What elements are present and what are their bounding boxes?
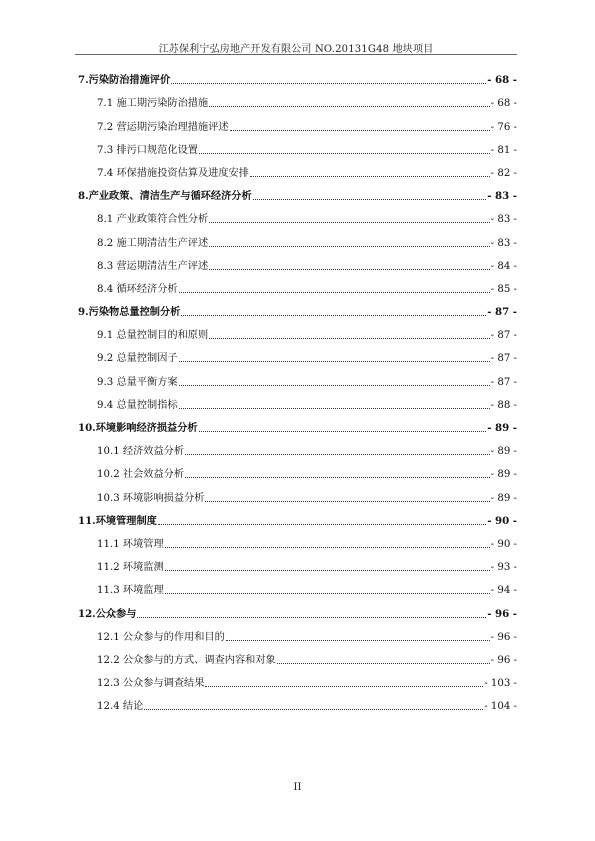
toc-section-entry[interactable] [78, 459, 517, 482]
toc-entry-title: 8.1 产业政策符合性分析 [97, 214, 209, 226]
toc-entry-title: 11.2 环境监测 [97, 562, 164, 574]
toc-entry-page: - 85 - [490, 283, 517, 295]
toc-dot-leader [181, 315, 486, 316]
toc-section-entry[interactable] [78, 88, 517, 111]
toc-entry-page: - 83 - [487, 190, 517, 203]
toc-entry-title: 9.1 总量控制目的和原则 [97, 330, 209, 342]
toc-section-entry[interactable] [78, 529, 517, 552]
toc-chapter-entry[interactable] [78, 297, 517, 320]
toc-entry-title: 10.3 环境影响损益分析 [97, 492, 205, 504]
toc-dot-leader [179, 408, 490, 409]
toc-entry-page: - 87 - [490, 376, 517, 388]
toc-section-entry[interactable] [78, 552, 517, 575]
toc-entry-title: 10.1 经济效益分析 [97, 446, 185, 458]
toc-entry-title: 10.环境影响经济损益分析 [78, 422, 198, 434]
toc-section-entry[interactable] [78, 343, 517, 366]
toc-entry-page: - 68 - [490, 98, 517, 110]
toc-section-entry[interactable] [78, 575, 517, 598]
toc-dot-leader [226, 640, 490, 641]
toc-chapter-entry[interactable] [78, 598, 517, 621]
toc-entry-title: 10.2 社会效益分析 [97, 469, 185, 481]
page-header: 江苏保利宁弘房地产开发有限公司 NO.20131G48 地块项目 [158, 44, 434, 55]
toc-entry-title: 12.3 公众参与调查结果 [97, 678, 205, 690]
toc-dot-leader [277, 663, 490, 664]
toc-dot-leader [250, 176, 490, 177]
toc-chapter-entry[interactable] [78, 181, 517, 204]
toc-entry-title: 12.公众参与 [78, 607, 137, 620]
toc-chapter-entry[interactable] [78, 506, 517, 529]
toc-entry-page: - 89 - [490, 446, 517, 458]
toc-dot-leader [199, 153, 490, 154]
toc-entry-title: 11.环境管理制度 [78, 514, 157, 527]
toc-section-entry[interactable] [78, 158, 517, 181]
header-rule [75, 54, 517, 55]
toc-entry-page: - 90 - [490, 538, 517, 550]
toc-entry-page: - 87 - [490, 353, 517, 365]
toc-entry-title: 9.2 总量控制因子 [97, 353, 178, 365]
toc-dot-leader [230, 130, 490, 131]
toc-section-entry[interactable] [78, 691, 517, 714]
toc-entry-title: 12.2 公众参与的方式、调查内容和对象 [97, 654, 276, 666]
toc-entry-title: 9.3 总量平衡方案 [97, 376, 178, 388]
toc-section-entry[interactable] [78, 622, 517, 645]
toc-entry-page: - 89 - [490, 492, 517, 504]
toc-dot-leader [144, 709, 483, 710]
toc-dot-leader [165, 547, 490, 548]
toc-dot-leader [205, 501, 489, 502]
toc-dot-leader [179, 361, 490, 362]
toc-section-entry[interactable] [78, 135, 517, 158]
toc-entry-page: - 96 - [490, 631, 517, 643]
toc-dot-leader [171, 83, 486, 84]
toc-dot-leader [179, 292, 490, 293]
toc-dot-leader [209, 222, 490, 223]
toc-dot-leader [185, 454, 490, 455]
toc-entry-page: - 87 - [487, 306, 517, 319]
toc-section-entry[interactable] [78, 645, 517, 668]
toc-entry-page: - 96 - [490, 654, 517, 666]
toc-dot-leader [199, 431, 487, 432]
toc-entry-page: - 87 - [490, 330, 517, 342]
toc-section-entry[interactable] [78, 668, 517, 691]
toc-entry-page: - 90 - [487, 514, 517, 527]
toc-dot-leader [205, 686, 483, 687]
toc-dot-leader [179, 385, 490, 386]
toc-section-entry[interactable] [78, 251, 517, 274]
toc-entry-page: - 83 - [490, 214, 517, 226]
toc-entry-title: 8.4 循环经济分析 [97, 283, 178, 295]
toc-entry-page: - 93 - [490, 562, 517, 574]
toc-entry-title: 12.4 结论 [97, 701, 144, 713]
toc-dot-leader [209, 338, 490, 339]
toc-entry-page: - 103 - [484, 678, 517, 690]
page-number: II [293, 782, 302, 793]
toc-entry-title: 7.2 营运期污染治理措施评述 [97, 121, 229, 133]
toc-dot-leader [165, 570, 490, 571]
toc-entry-page: - 89 - [490, 469, 517, 481]
toc-entry-title: 8.产业政策、清洁生产与循环经济分析 [78, 190, 252, 203]
toc-dot-leader [137, 617, 486, 618]
toc-entry-page: - 81 - [490, 144, 517, 156]
toc-entry-title: 8.3 营运期清洁生产评述 [97, 260, 209, 272]
toc-section-entry[interactable] [78, 320, 517, 343]
toc-section-entry[interactable] [78, 111, 517, 134]
toc-entry-title: 11.1 环境管理 [97, 538, 164, 550]
toc-entry-title: 9.4 总量控制指标 [97, 399, 178, 411]
toc-entry-page: - 96 - [487, 607, 517, 620]
toc-section-entry[interactable] [78, 390, 517, 413]
toc-entry-title: 7.3 排污口规范化设置 [97, 144, 198, 156]
toc-entry-page: - 104 - [484, 701, 517, 713]
toc-entry-title: 11.3 环境监理 [97, 585, 164, 597]
table-of-contents [78, 65, 517, 714]
toc-dot-leader [165, 593, 490, 594]
toc-dot-leader [209, 246, 490, 247]
toc-entry-page: - 82 - [490, 167, 517, 179]
toc-entry-title: 9.污染物总量控制分析 [78, 306, 181, 319]
toc-section-entry[interactable] [78, 227, 517, 250]
toc-section-entry[interactable] [78, 204, 517, 227]
toc-section-entry[interactable] [78, 436, 517, 459]
toc-dot-leader [253, 199, 487, 200]
toc-entry-page: - 76 - [490, 121, 517, 133]
toc-section-entry[interactable] [78, 274, 517, 297]
toc-section-entry[interactable] [78, 482, 517, 505]
toc-chapter-entry[interactable] [78, 65, 517, 88]
toc-dot-leader [185, 477, 490, 478]
toc-entry-page: - 84 - [490, 260, 517, 272]
toc-section-entry[interactable] [78, 366, 517, 389]
toc-entry-page: - 88 - [490, 399, 517, 411]
toc-entry-title: 12.1 公众参与的作用和目的 [97, 631, 225, 643]
toc-entry-page: - 68 - [487, 74, 517, 87]
toc-entry-title: 7.污染防治措施评价 [78, 74, 171, 87]
toc-chapter-entry[interactable] [78, 413, 517, 436]
toc-entry-page: - 94 - [490, 585, 517, 597]
toc-entry-title: 8.2 施工期清洁生产评述 [97, 237, 209, 249]
toc-entry-title: 7.1 施工期污染防治措施 [97, 98, 209, 110]
toc-dot-leader [158, 524, 486, 525]
toc-dot-leader [209, 269, 490, 270]
toc-dot-leader [209, 106, 490, 107]
toc-entry-title: 7.4 环保措施投资估算及进度安排 [97, 167, 249, 179]
toc-entry-page: - 89 - [487, 422, 517, 434]
toc-entry-page: - 83 - [490, 237, 517, 249]
